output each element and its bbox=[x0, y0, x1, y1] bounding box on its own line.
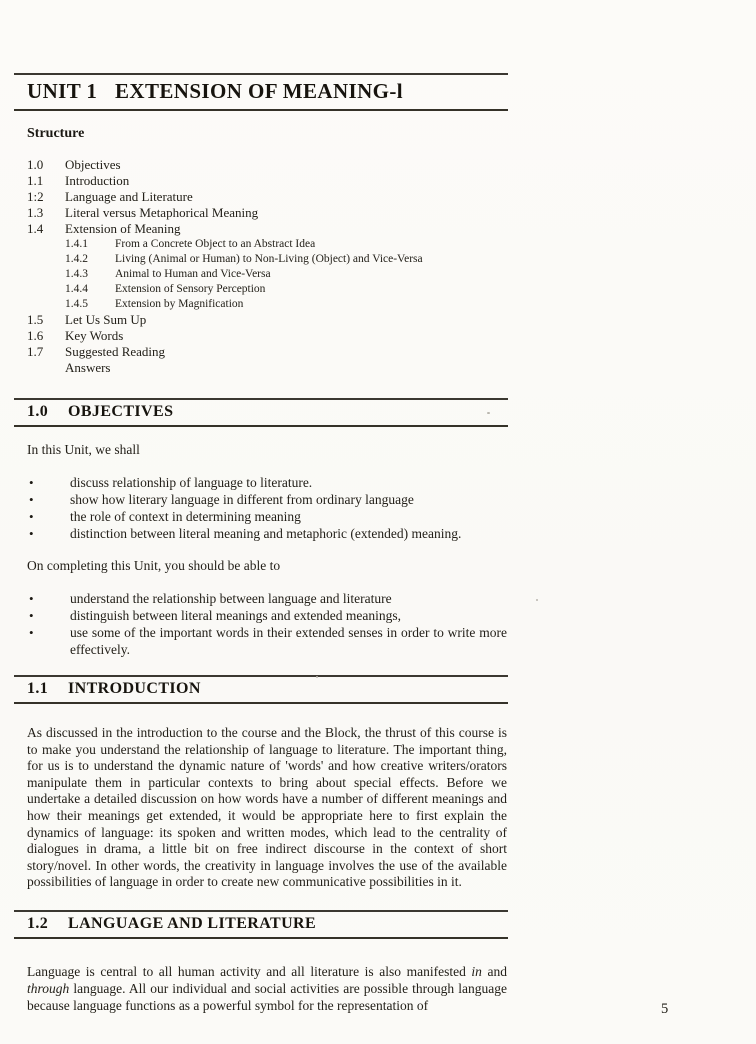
structure-subitem bbox=[27, 252, 507, 267]
section-heading bbox=[27, 403, 508, 421]
page-number: 5 bbox=[661, 1001, 669, 1017]
section-title: OBJECTIVES bbox=[68, 403, 174, 420]
structure-item-number: 1.4.5 bbox=[65, 298, 88, 310]
section-heading bbox=[27, 915, 508, 933]
structure-item-label: Introduction bbox=[65, 173, 130, 188]
list-item bbox=[27, 590, 507, 607]
structure-item bbox=[27, 344, 507, 360]
objectives-bullet-list-1 bbox=[27, 474, 507, 542]
list-item-text: distinction between literal meaning and metaphoric (extended) meaning. bbox=[70, 526, 462, 541]
structure-item bbox=[27, 360, 507, 376]
list-item bbox=[27, 474, 507, 491]
structure-item-label: Let Us Sum Up bbox=[65, 312, 147, 327]
paragraph-segment: and bbox=[481, 963, 507, 979]
structure-subitem bbox=[27, 237, 507, 252]
paragraph-segment-italic: through bbox=[27, 980, 70, 996]
list-item bbox=[27, 508, 507, 525]
section-heading-objectives bbox=[14, 398, 508, 427]
unit-title-band bbox=[14, 73, 508, 111]
structure-item-label: Answers bbox=[65, 360, 111, 375]
list-item bbox=[27, 491, 507, 508]
structure-subitem bbox=[27, 297, 507, 312]
list-item-text: understand the relationship between language and literature bbox=[70, 591, 392, 606]
structure-item-label: Extension of Sensory Perception bbox=[115, 283, 266, 295]
bullet-icon: • bbox=[29, 509, 34, 524]
paragraph-segment: Language is central to all human activity and all literature is also manifested bbox=[27, 963, 472, 979]
structure-item-label: Suggested Reading bbox=[65, 344, 166, 359]
structure-item bbox=[27, 221, 507, 237]
section-heading-language-literature bbox=[14, 910, 508, 939]
objectives-bullet-list-2 bbox=[27, 590, 507, 658]
structure-item-number bbox=[27, 360, 65, 376]
section-title: LANGUAGE AND LITERATURE bbox=[68, 914, 317, 932]
structure-item-number: 1.4.4 bbox=[65, 283, 88, 295]
structure-item-number: 1.1 bbox=[27, 173, 44, 188]
section-heading bbox=[27, 680, 508, 698]
structure-item-number: 1.7 bbox=[27, 344, 44, 359]
bullet-icon: • bbox=[29, 492, 34, 507]
structure-item bbox=[27, 173, 507, 189]
structure-item bbox=[27, 205, 507, 221]
section-title: INTRODUCTION bbox=[68, 680, 201, 697]
section-number: 1.0 bbox=[27, 403, 49, 420]
structure-item-number: 1.0 bbox=[27, 157, 44, 172]
language-literature-paragraph bbox=[27, 963, 507, 1014]
scan-speck bbox=[487, 412, 490, 414]
section-heading-introduction bbox=[14, 675, 508, 704]
structure-item-label: Objectives bbox=[65, 157, 121, 172]
structure-item-number: 1:2 bbox=[27, 189, 44, 204]
unit-number: UNIT 1 bbox=[27, 79, 98, 103]
bullet-icon: • bbox=[29, 625, 34, 640]
paragraph-segment-italic: in bbox=[471, 963, 482, 979]
scan-speck bbox=[536, 599, 538, 601]
structure-item-label: Extension of Meaning bbox=[65, 221, 181, 236]
list-item bbox=[27, 607, 507, 624]
structure-item-label: Language and Literature bbox=[65, 189, 193, 204]
structure-item-number: 1.4.1 bbox=[65, 238, 88, 250]
unit-title: EXTENSION OF MEANING-l bbox=[115, 79, 404, 103]
structure-list bbox=[27, 157, 507, 376]
list-item-text: distinguish between literal meanings and extended meanings, bbox=[70, 608, 402, 623]
structure-item-label: Animal to Human and Vice-Versa bbox=[115, 268, 271, 280]
structure-item-label: From a Concrete Object to an Abstract Idea bbox=[115, 238, 316, 250]
structure-heading: Structure bbox=[27, 126, 85, 141]
structure-item-number: 1.3 bbox=[27, 205, 44, 220]
structure-item-label: Literal versus Metaphorical Meaning bbox=[65, 205, 259, 220]
bullet-icon: • bbox=[29, 591, 34, 606]
bullet-icon: • bbox=[29, 608, 34, 623]
bullet-icon: • bbox=[29, 526, 34, 541]
structure-item-number: 1.6 bbox=[27, 328, 44, 343]
structure-item bbox=[27, 312, 507, 328]
structure-item bbox=[27, 157, 507, 173]
text-column bbox=[27, 0, 507, 1014]
section-number: 1.2 bbox=[27, 914, 49, 932]
section-number: 1.1 bbox=[27, 680, 49, 697]
structure-item-number: 1.4.3 bbox=[65, 268, 88, 280]
unit-heading bbox=[27, 79, 508, 104]
structure-item bbox=[27, 328, 507, 344]
structure-subitem bbox=[27, 267, 507, 282]
structure-item-number: 1.4 bbox=[27, 221, 44, 236]
structure-item-number: 1.4.2 bbox=[65, 253, 88, 265]
structure-item-label: Key Words bbox=[65, 328, 124, 343]
structure-subitem bbox=[27, 282, 507, 297]
structure-item bbox=[27, 189, 507, 205]
structure-item-number: 1.5 bbox=[27, 312, 44, 327]
objectives-intro-text: In this Unit, we shall bbox=[27, 442, 140, 457]
structure-item-label: Extension by Magnification bbox=[115, 298, 244, 310]
list-item-text: use some of the important words in their extended senses in order to write more effectively. bbox=[70, 625, 507, 657]
objectives-middle-text: On completing this Unit, you should be able to bbox=[27, 558, 281, 573]
bullet-icon: • bbox=[29, 475, 34, 490]
paragraph-segment: language. All our individual and social activities are possible through language because language functions as a powerful symbol for the representation of bbox=[27, 980, 507, 1013]
list-item-text: show how literary language in different from ordinary language bbox=[70, 492, 414, 507]
list-item bbox=[27, 525, 507, 542]
introduction-paragraph: As discussed in the introduction to the course and the Block, the thrust of this course is to make you understand the relationship of language to literature. The important thing, for us is to understand the dynamic nature of 'words' and how creative writers/orators manipulate them in particular contexts to bring about special effects. Before we undertake a detailed discussion on how words have a number of different meanings and how their meanings get extended, it would be appropriate here to first explain the dynamics of language: its spoken and written modes, which lead to the centrality of dialogues in drama, a little bit on free indirect discourse in the context of short story/novel. In other words, the creativity in language involves the use of the available possibilities of language in order to create new communicative possibilities in it. bbox=[27, 725, 507, 890]
list-item-text: discuss relationship of language to literature. bbox=[70, 475, 313, 490]
list-item-text: the role of context in determining meaning bbox=[70, 509, 301, 524]
scan-speck bbox=[316, 676, 318, 678]
structure-item-label: Living (Animal or Human) to Non-Living (Object) and Vice-Versa bbox=[115, 253, 423, 265]
list-item bbox=[27, 624, 507, 658]
